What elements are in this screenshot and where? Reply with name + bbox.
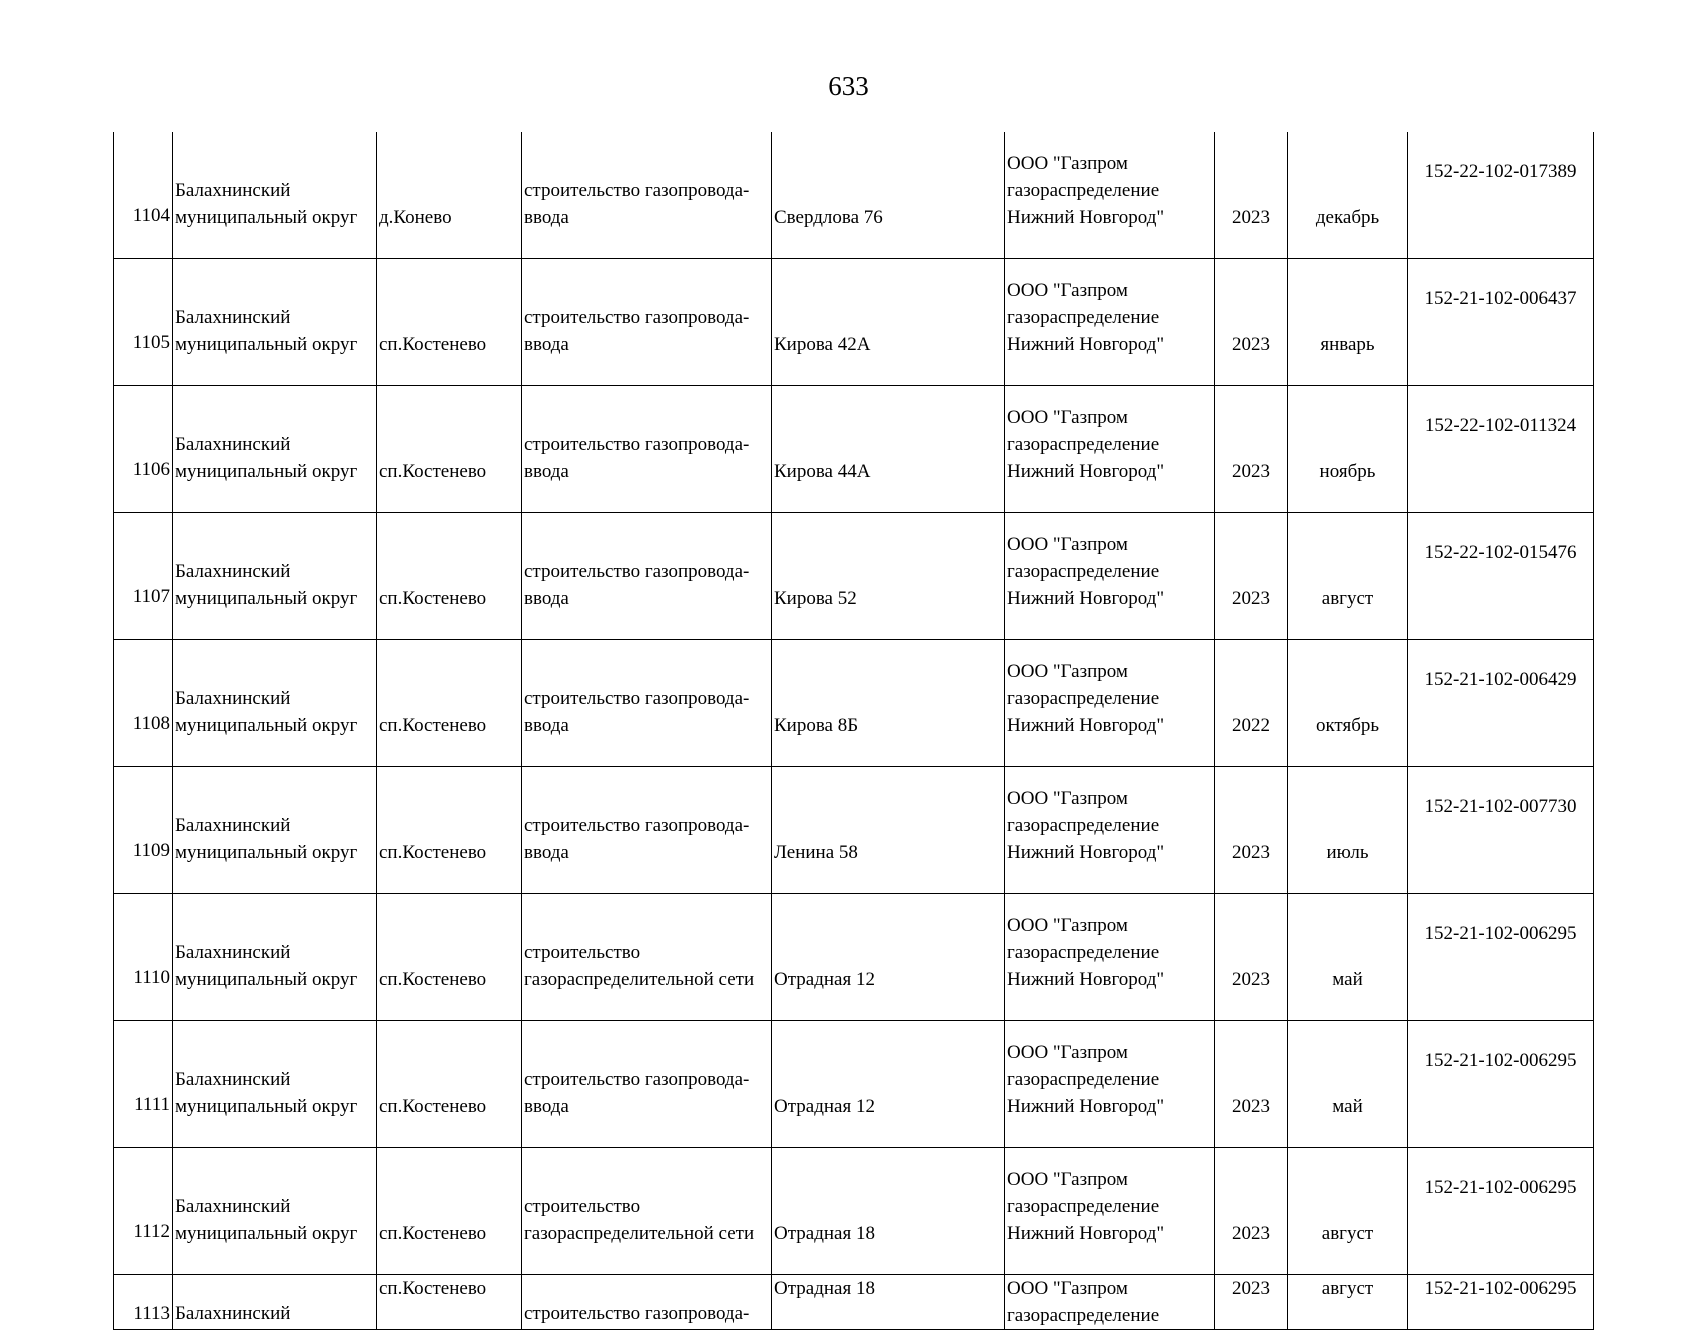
owner-cell: ООО "Газпром газораспределение Нижний Новгород": [1005, 640, 1215, 767]
row-number: 1111: [114, 1021, 173, 1148]
locality-cell: д.Конево: [377, 132, 522, 259]
district-cell: Балахнинский муниципальный округ: [173, 1148, 377, 1275]
locality-cell: сп.Костенево: [377, 894, 522, 1021]
work-type-cell: строительство газораспределительной сети: [522, 1148, 772, 1275]
locality-cell: сп.Костенево: [377, 386, 522, 513]
year-cell: 2023: [1215, 386, 1288, 513]
owner-cell: ООО "Газпром газораспределение Нижний Новгород": [1005, 767, 1215, 894]
code-cell: 152-21-102-006429: [1408, 640, 1594, 767]
district-cell: Балахнинский: [173, 1275, 377, 1330]
locality-cell: сп.Костенево: [377, 640, 522, 767]
year-cell: 2023: [1215, 1275, 1288, 1330]
year-cell: 2023: [1215, 894, 1288, 1021]
owner-cell: ООО "Газпром газораспределение: [1005, 1275, 1215, 1330]
work-type-cell: строительство газопровода-ввода: [522, 132, 772, 259]
address-cell: Свердлова 76: [772, 132, 1005, 259]
locality-cell: сп.Костенево: [377, 259, 522, 386]
row-number: 1104: [114, 132, 173, 259]
address-cell: Отрадная 18: [772, 1275, 1005, 1330]
owner-cell: ООО "Газпром газораспределение Нижний Новгород": [1005, 1021, 1215, 1148]
locality-cell: сп.Костенево: [377, 1148, 522, 1275]
table-row: [114, 640, 1594, 767]
district-cell: Балахнинский муниципальный округ: [173, 132, 377, 259]
month-cell: июль: [1288, 767, 1408, 894]
district-cell: Балахнинский муниципальный округ: [173, 259, 377, 386]
year-cell: 2023: [1215, 513, 1288, 640]
owner-cell: ООО "Газпром газораспределение Нижний Новгород": [1005, 894, 1215, 1021]
work-type-cell: строительство газопровода-ввода: [522, 767, 772, 894]
address-cell: Отрадная 12: [772, 1021, 1005, 1148]
code-cell: 152-21-102-006295: [1408, 894, 1594, 1021]
table-row: [114, 513, 1594, 640]
owner-cell: ООО "Газпром газораспределение Нижний Новгород": [1005, 259, 1215, 386]
code-cell: 152-21-102-006437: [1408, 259, 1594, 386]
work-type-cell: строительство газопровода-ввода: [522, 259, 772, 386]
table-row: [114, 1148, 1594, 1275]
table-row: [114, 132, 1594, 259]
work-type-cell: строительство газораспределительной сети: [522, 894, 772, 1021]
address-cell: Ленина 58: [772, 767, 1005, 894]
locality-cell: сп.Костенево: [377, 767, 522, 894]
district-cell: Балахнинский муниципальный округ: [173, 386, 377, 513]
locality-cell: сп.Костенево: [377, 513, 522, 640]
code-cell: 152-22-102-011324: [1408, 386, 1594, 513]
month-cell: май: [1288, 894, 1408, 1021]
code-cell: 152-21-102-006295: [1408, 1148, 1594, 1275]
code-cell: 152-22-102-017389: [1408, 132, 1594, 259]
registry-table: [113, 132, 1594, 1330]
code-cell: 152-21-102-007730: [1408, 767, 1594, 894]
table-body: [114, 132, 1594, 1330]
code-cell: 152-22-102-015476: [1408, 513, 1594, 640]
owner-cell: ООО "Газпром газораспределение Нижний Новгород": [1005, 132, 1215, 259]
year-cell: 2023: [1215, 1021, 1288, 1148]
year-cell: 2023: [1215, 767, 1288, 894]
page-number: 633: [828, 71, 869, 101]
month-cell: октябрь: [1288, 640, 1408, 767]
owner-cell: ООО "Газпром газораспределение Нижний Новгород": [1005, 386, 1215, 513]
year-cell: 2023: [1215, 132, 1288, 259]
table-row: [114, 386, 1594, 513]
row-number: 1109: [114, 767, 173, 894]
address-cell: Кирова 52: [772, 513, 1005, 640]
work-type-cell: строительство газопровода-ввода: [522, 513, 772, 640]
month-cell: ноябрь: [1288, 386, 1408, 513]
code-cell: 152-21-102-006295: [1408, 1275, 1594, 1330]
address-cell: Кирова 42А: [772, 259, 1005, 386]
district-cell: Балахнинский муниципальный округ: [173, 1021, 377, 1148]
code-cell: 152-21-102-006295: [1408, 1021, 1594, 1148]
month-cell: август: [1288, 1148, 1408, 1275]
work-type-cell: строительство газопровода-: [522, 1275, 772, 1330]
district-cell: Балахнинский муниципальный округ: [173, 513, 377, 640]
year-cell: 2023: [1215, 1148, 1288, 1275]
table-row: [114, 1021, 1594, 1148]
owner-cell: ООО "Газпром газораспределение Нижний Новгород": [1005, 513, 1215, 640]
row-number: 1105: [114, 259, 173, 386]
district-cell: Балахнинский муниципальный округ: [173, 640, 377, 767]
owner-cell: ООО "Газпром газораспределение Нижний Новгород": [1005, 1148, 1215, 1275]
month-cell: август: [1288, 513, 1408, 640]
month-cell: май: [1288, 1021, 1408, 1148]
district-cell: Балахнинский муниципальный округ: [173, 894, 377, 1021]
row-number: 1113: [114, 1275, 173, 1330]
table-row: [114, 767, 1594, 894]
locality-cell: сп.Костенево: [377, 1021, 522, 1148]
row-number: 1110: [114, 894, 173, 1021]
address-cell: Отрадная 12: [772, 894, 1005, 1021]
work-type-cell: строительство газопровода-ввода: [522, 386, 772, 513]
year-cell: 2023: [1215, 259, 1288, 386]
table-row: [114, 1275, 1594, 1330]
year-cell: 2022: [1215, 640, 1288, 767]
month-cell: декабрь: [1288, 132, 1408, 259]
address-cell: Кирова 8Б: [772, 640, 1005, 767]
row-number: 1108: [114, 640, 173, 767]
locality-cell: сп.Костенево: [377, 1275, 522, 1330]
district-cell: Балахнинский муниципальный округ: [173, 767, 377, 894]
month-cell: август: [1288, 1275, 1408, 1330]
row-number: 1107: [114, 513, 173, 640]
table-row: [114, 894, 1594, 1021]
work-type-cell: строительство газопровода-ввода: [522, 640, 772, 767]
row-number: 1106: [114, 386, 173, 513]
row-number: 1112: [114, 1148, 173, 1275]
work-type-cell: строительство газопровода-ввода: [522, 1021, 772, 1148]
address-cell: Отрадная 18: [772, 1148, 1005, 1275]
month-cell: январь: [1288, 259, 1408, 386]
table-row: [114, 259, 1594, 386]
address-cell: Кирова 44А: [772, 386, 1005, 513]
